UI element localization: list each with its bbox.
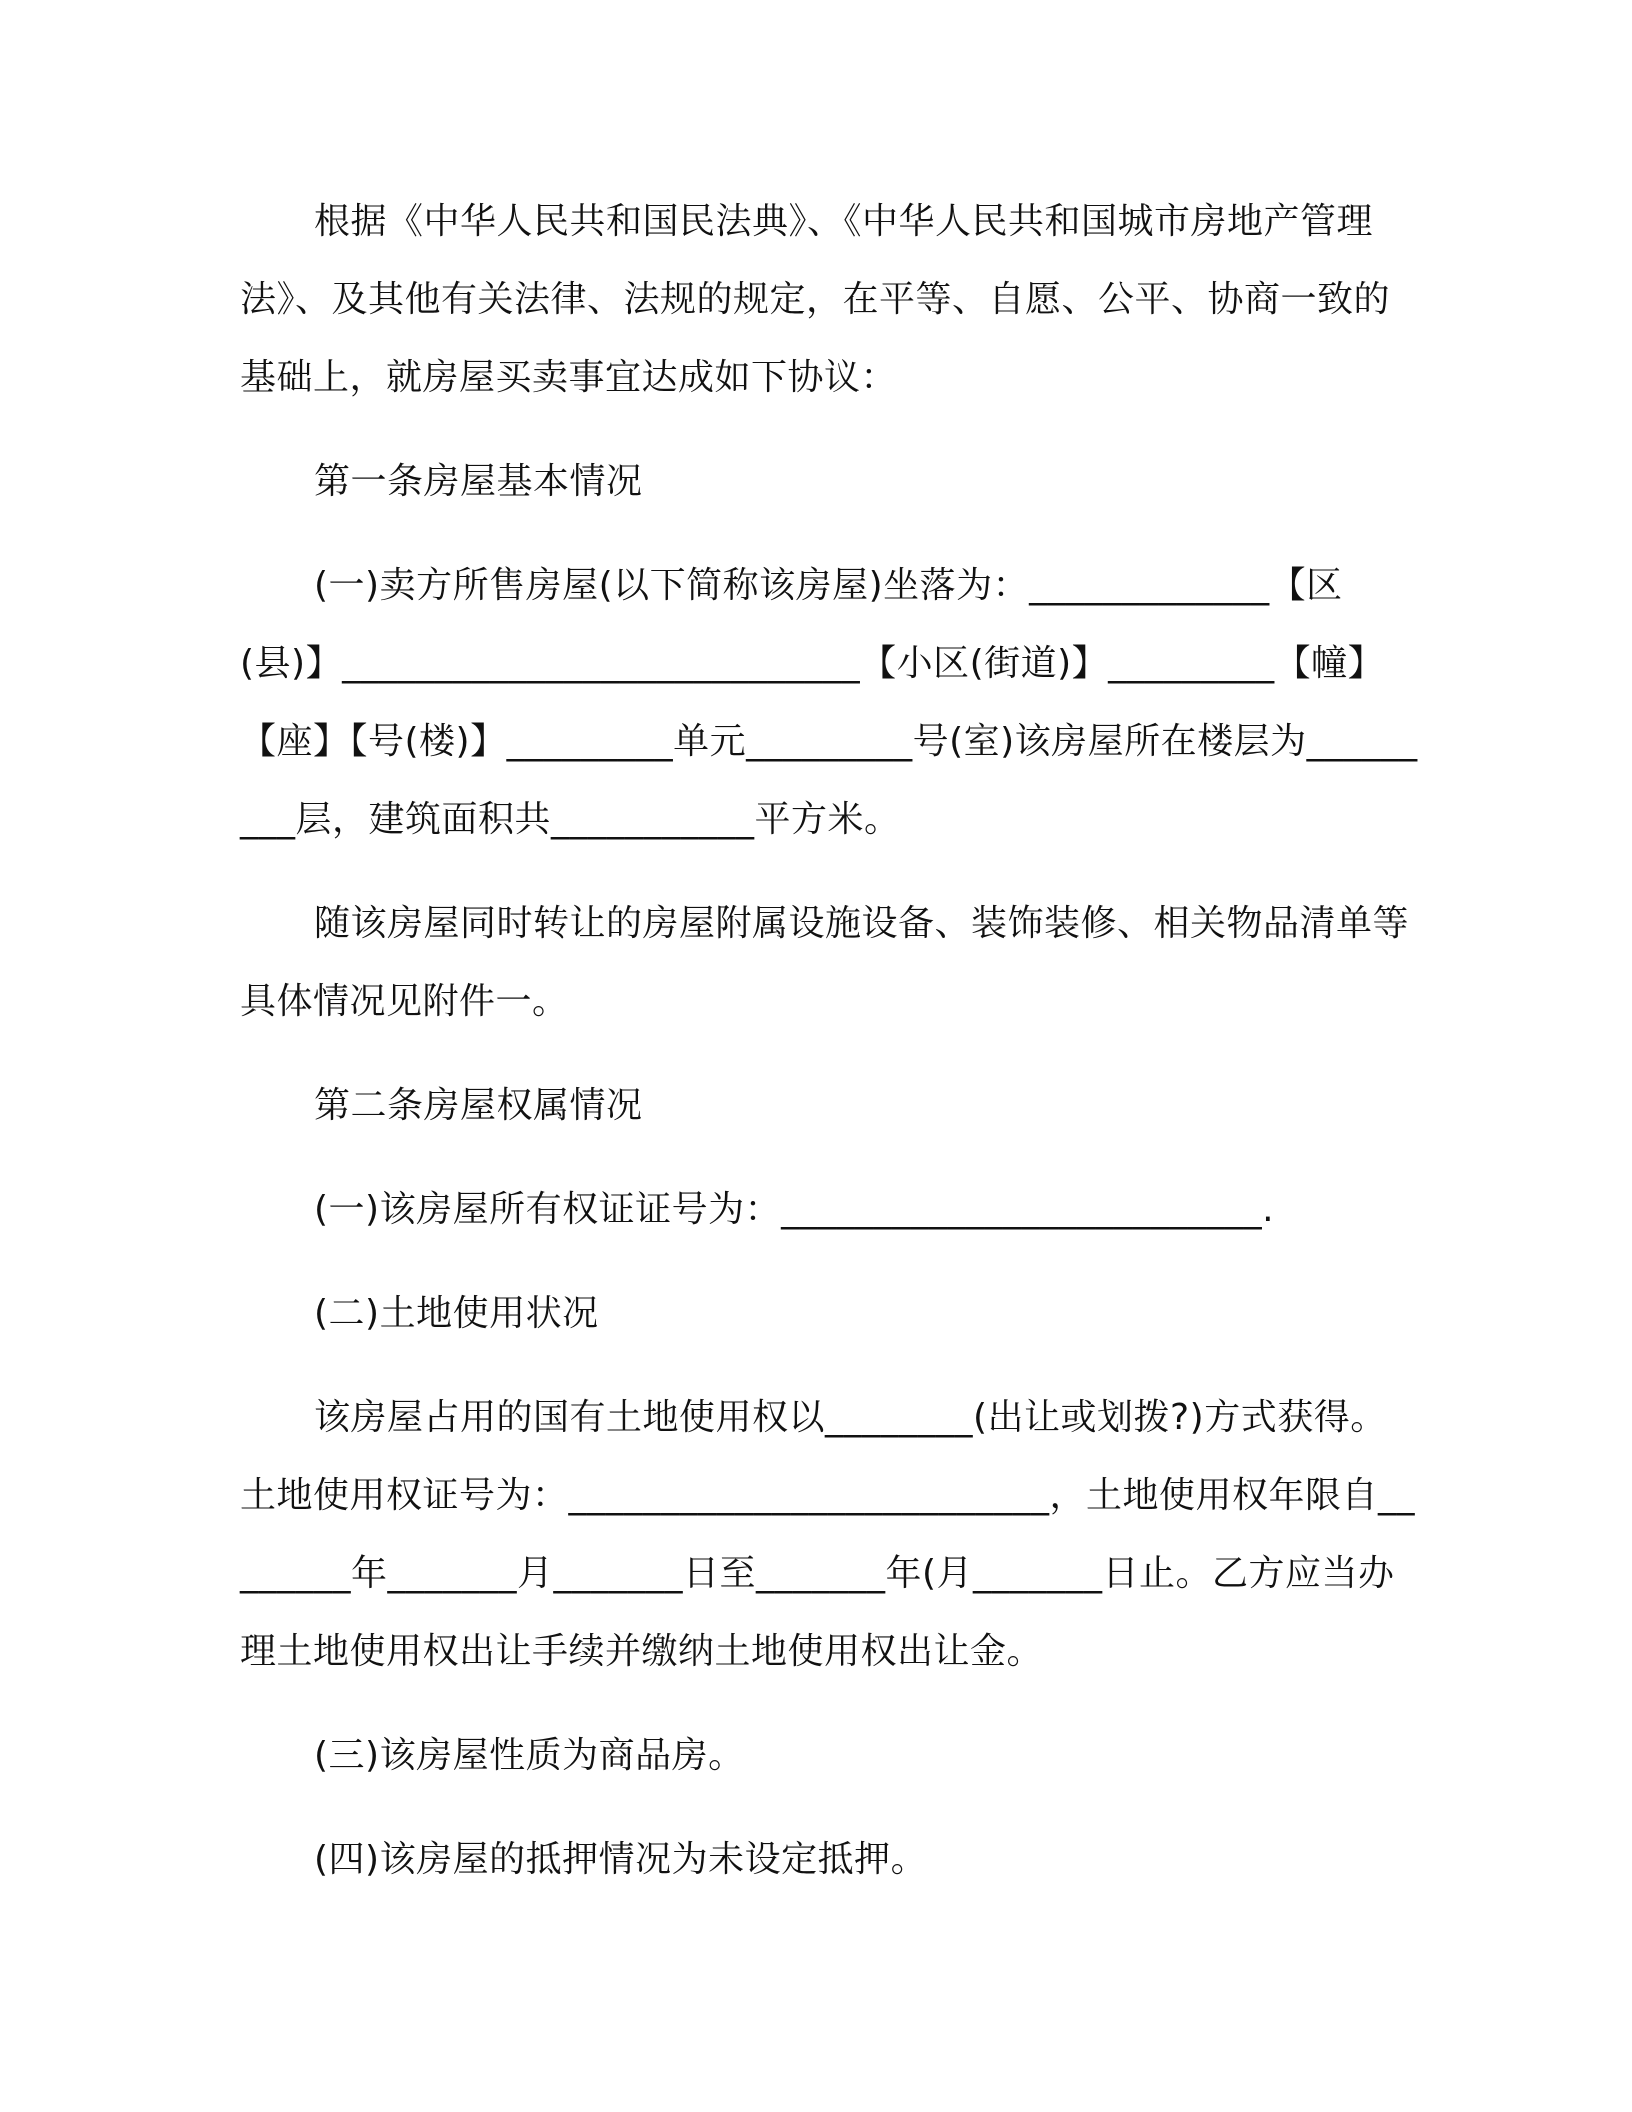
article2-heading: 第二条房屋权属情况 [314,1085,643,1126]
article2-item2-paragraph: 该房屋占用的国有土地使用权以________(出让或划拨?)方式获得。土地使用权证号为：__________________________，土地使用权年限自________年_______月_______日至_______年(月_______日止。乙方应当办理土地使用权出让手续并缴纳土地使用权出让金。 [240,1397,1416,1672]
article1-attachment-paragraph: 随该房屋同时转让的房屋附属设施设备、装饰装修、相关物品清单等具体情况见附件一。 [240,903,1410,1022]
intro-paragraph: 根据《中华人民共和国民法典》、《中华人民共和国城市房地产管理法》、及其他有关法律、法规的规定，在平等、自愿、公平、协商一致的基础上，就房屋买卖事宜达成如下协议： [240,201,1391,398]
article1-item1-paragraph: (一)卖方所售房屋(以下简称该房屋)坐落为：_____________【区(县)】____________________________【小区(街道)】_________【幢】【座】【号(楼)】_________单元_________号(室)该房屋所在楼层为_________层，建筑面积共___________平方米。 [240,565,1418,840]
document-body [240,183,1420,1925]
article2-item2-heading: (二)土地使用状况 [314,1293,599,1334]
article2-item1-paragraph: (一)该房屋所有权证证号为：__________________________. [314,1189,1275,1230]
article1-heading: 第一条房屋基本情况 [314,461,643,502]
article2-item4-paragraph: (四)该房屋的抵押情况为未设定抵押。 [314,1839,928,1880]
article2-item3-paragraph: (三)该房屋性质为商品房。 [314,1735,745,1776]
